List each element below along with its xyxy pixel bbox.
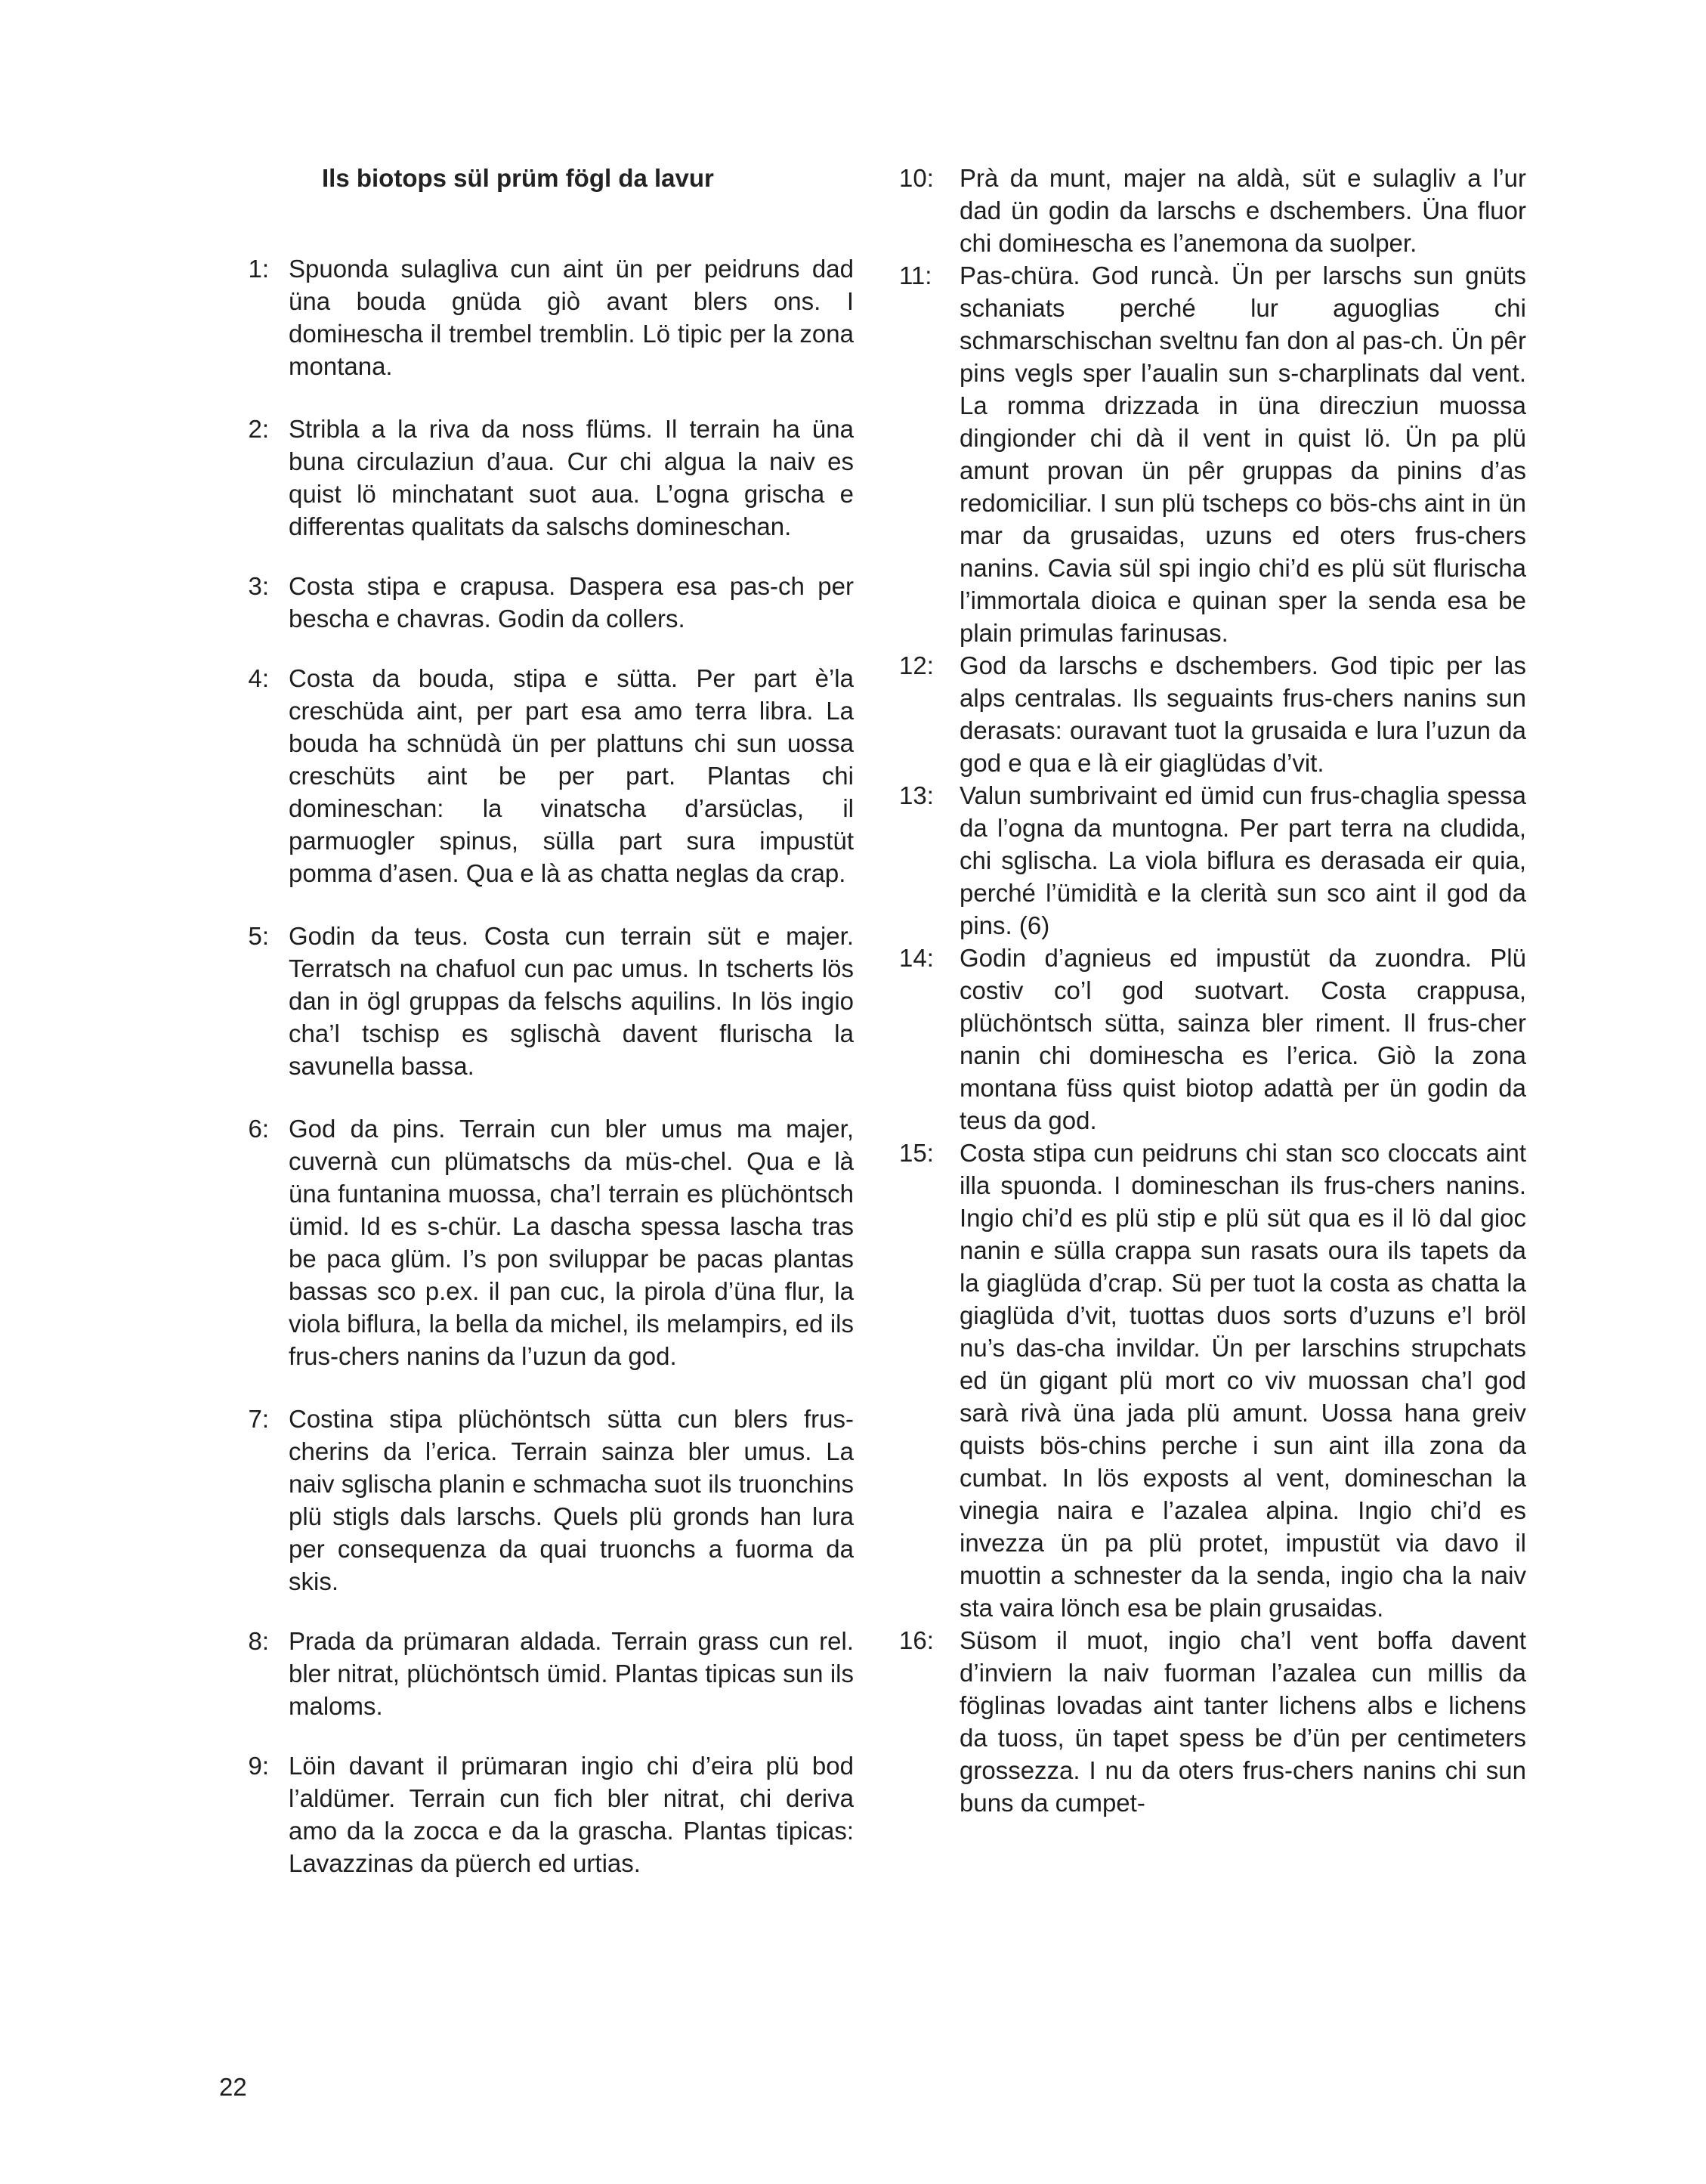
numbered-entry	[234, 570, 854, 635]
entry-number: 5:	[248, 922, 269, 950]
entry-number: 2:	[248, 415, 269, 443]
numbered-entry	[899, 259, 1526, 649]
entry-number: 13:	[899, 781, 934, 809]
section-heading: Ils biotops sül prüm fögl da lavur	[322, 164, 714, 192]
entry-text: Costa da bouda, stipa e sütta. Per part è’la creschüda aint, per part esa amo terra libra. La bouda ha schnüdà ün per plattuns chi sun uossa creschüts aint be per part. Plantas chi domineschan: la vinatscha d’arsüclas, il parmuogler spinus, sülla part sura impustüt pomma d’asen. Qua e là as chatta neglas da crap.	[289, 664, 854, 887]
right-entry-list	[899, 162, 1526, 1819]
entry-number: 9:	[248, 1752, 269, 1780]
left-entry-list	[234, 252, 854, 1879]
numbered-entry	[899, 779, 1526, 942]
entry-text: God da pins. Terrain cun bler umus ma majer, cuvernà cun plümatschs da müs-chel. Qua e là üna funtanina muossa, cha’l terrain es plüchöntsch ümid. Id es s-chür. La dascha spessa lascha tras be paca glüm. I’s pon sviluppar be pacas plantas bassas sco p.ex. il pan cuc, la pirola d’üna flur, la viola biflura, la bella da michel, ils melampirs, ed ils frus-chers nanins da l’uzun da god.	[289, 1115, 854, 1370]
entry-text: Valun sumbrivaint ed ümid cun frus-chaglia spessa da l’ogna da muntogna. Per part terra na cludida, chi sglischa. La viola biflura es derasada eir quia, perché l’ümidità e la clerità sun sco aint il god da pins. (6)	[960, 781, 1526, 939]
entry-number: 6:	[248, 1115, 269, 1143]
entry-number: 8:	[248, 1627, 269, 1655]
entry-text: Godin d’agnieus ed impustüt da zuondra. Plü costiv co’l god suotvart. Costa crappusa, plüchöntsch sütta, sainza bler riment. Il frus-cher nanin chi domінescha es l’erica. Giò la zona montana füss quist biotop adattà per ün godin da teus da god.	[960, 944, 1526, 1134]
numbered-entry	[234, 920, 854, 1082]
entry-text: God da larschs e dschembers. God tipic per las alps centralas. Ils seguaints frus-chers nanins sun derasats: ouravant tuot la grusaida e lura l’uzun da god e qua e là eir giaglüdas d’vit.	[960, 651, 1526, 777]
entry-text: Süsom il muot, ingio cha’l vent boffa davent d’inviern la naiv fuorman l’azalea cun millis da föglinas lovadas aint tanter lichens albs e lichens da tuoss, ün tapet spess be d’ün per centimeters grossezza. I nu da oters frus-chers nanins chi sun buns da cumpet-	[960, 1626, 1526, 1817]
entry-number: 4:	[248, 664, 269, 692]
page-number: 22	[219, 2073, 247, 2101]
entry-number: 14:	[899, 944, 934, 972]
left-column	[234, 162, 854, 1879]
entry-text: Pas-chüra. God runcà. Ün per larschs sun gnüts schaniats perché lur aguoglias chi schmarschischan sveltnu fan don al pas-ch. Ün pêr pins vegls sper l’aualin sun s-charplinats dal vent. La romma drizzada in üna direcziun muossa dingionder chi dà il vent in quist lö. Ün pa plü amunt provan ün pêr gruppas da pinins d’as redomiciliar. I sun plü tscheps co bös-chs aint in ün mar da grusaidas, uzuns ed oters frus-chers nanins. Cavia sül spi ingio chi’d es plü süt flurischa l’immortala dioica e quinan sper la senda esa be plain primulas farinusas.	[960, 261, 1526, 647]
entry-number: 16:	[899, 1626, 934, 1654]
numbered-entry	[899, 942, 1526, 1137]
numbered-entry	[234, 413, 854, 543]
entry-text: Costa stipa e crapusa. Daspera esa pas-ch per bescha e chavras. Godin da collers.	[289, 572, 854, 633]
entry-number: 10:	[899, 164, 934, 192]
numbered-entry	[234, 252, 854, 382]
numbered-entry	[899, 1624, 1526, 1819]
entry-number: 12:	[899, 651, 934, 679]
heading-spacer	[234, 162, 854, 252]
entry-text: Costa stipa cun peidruns chi stan sco cloccats aint illa spuonda. I domineschan ils frus-chers nanins. Ingio chi’d es plü stip e plü süt qua es il lö dal gioc nanin e sülla crappa sun rasats oura ils tapets da la giaglüda d’crap. Sü per tuot la costa as chatta la giaglüda d’vit, tuottas duos sorts d’uzuns e’l bröl nu’s das-cha invildar. Ün per larschins strupchats ed ün gigant plü mort co viv muossan cha’l god sarà rivà üna jada plü amunt. Uossa hana greiv quists bös-chins perche i sun aint illa zona da cumbat. In lös exposts al vent, domineschan la vinegia naira e l’azalea alpina. Ingio chi’d es invezza ün pa plü protet, impustüt via davo il muottin a schnester da la senda, ingio cha la naiv sta vaira lönch esa be plain grusaidas.	[960, 1139, 1526, 1622]
numbered-entry	[899, 162, 1526, 259]
entry-text: Löin davant il prümaran ingio chi d’eira plü bod l’aldümer. Terrain cun fich bler nitrat, chi deriva amo da la zocca e da la grascha. Plantas tipicas: Lavazzinas da püerch ed urtias.	[289, 1752, 854, 1877]
numbered-entry	[234, 662, 854, 889]
right-column	[899, 162, 1526, 1819]
numbered-entry	[899, 649, 1526, 779]
entry-number: 11:	[899, 261, 932, 289]
entry-number: 15:	[899, 1139, 934, 1167]
numbered-entry	[899, 1137, 1526, 1624]
entry-text: Prada da prümaran aldada. Terrain grass cun rel. bler nitrat, plüchöntsch ümid. Plantas tipicas sun ils maloms.	[289, 1627, 854, 1720]
numbered-entry	[234, 1112, 854, 1372]
entry-number: 1:	[248, 255, 269, 283]
entry-text: Godin da teus. Costa cun terrain süt e majer. Terratsch na chafuol cun pac umus. In tscherts lös dan in ögl gruppas da felschs aquilins. In lös ingio cha’l tschisp es sglischà davent flurischa la savunella bassa.	[289, 922, 854, 1080]
entry-number: 7:	[248, 1405, 269, 1433]
numbered-entry	[234, 1749, 854, 1879]
entry-number: 3:	[248, 572, 269, 600]
numbered-entry	[234, 1403, 854, 1598]
entry-text: Spuonda sulagliva cun aint ün per peidruns dad üna bouda gnüda giò avant blers ons. I domінescha il trembel tremblin. Lö tipic per la zona montana.	[289, 255, 854, 380]
entry-text: Costina stipa plüchöntsch sütta cun blers frus-cherins da l’erica. Terrain sainza bler umus. La naiv sglischa planin e schmacha suot ils truonchins plü stigls dals larschs. Quels plü gronds han lura per consequenza da quai truonchs a fuorma da skis.	[289, 1405, 854, 1595]
numbered-entry	[234, 1625, 854, 1722]
entry-text: Prà da munt, majer na aldà, süt e sulagliv a l’ur dad ün godin da larschs e dschembers. Üna fluor chi domінescha es l’anemona da suolper.	[960, 164, 1526, 257]
entry-text: Stribla a la riva da noss flüms. Il terrain ha üna buna circulaziun d’aua. Cur chi algua la naiv es quist lö minchatant suot aua. L’ogna grischa e differentas qualitats da salschs domineschan.	[289, 415, 854, 540]
